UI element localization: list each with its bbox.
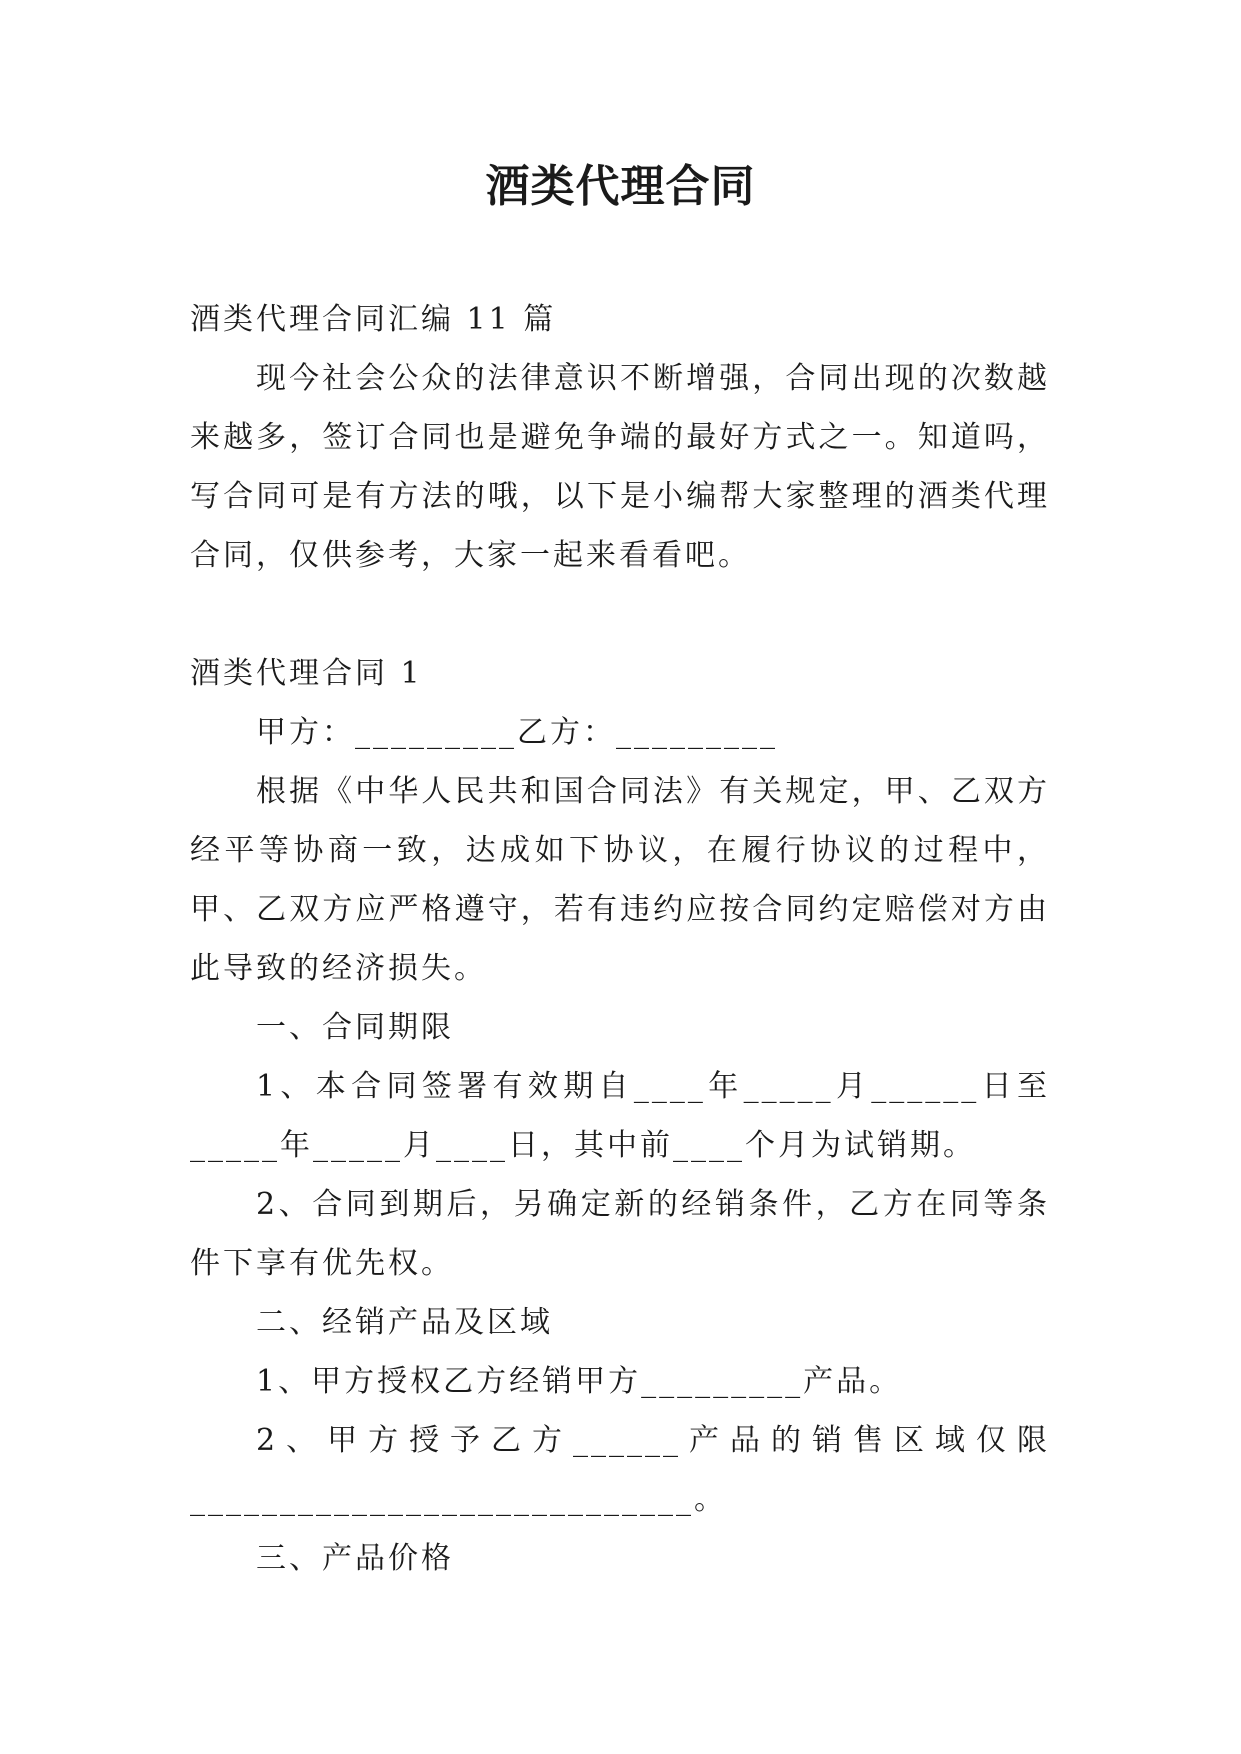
- spacer: [190, 585, 1050, 644]
- clause-term-2: 2、合同到期后，另确定新的经销条件，乙方在同等条件下享有优先权。: [190, 1187, 1050, 1281]
- document-body: [190, 290, 1050, 1588]
- document-title: 酒类代理合同: [485, 161, 756, 212]
- clause-products-2-blank: ____________________________。: [190, 1482, 727, 1517]
- preamble-paragraph: 根据《中华人民共和国合同法》有关规定，甲、乙双方经平等协商一致，达成如下协议，在履行协议的过程中，甲、乙双方应严格遵守，若有违约应按合同约定赔偿对方由此导致的经济损失。: [190, 774, 1050, 986]
- section-heading-products: 二、经销产品及区域: [256, 1305, 553, 1340]
- collection-heading: 酒类代理合同汇编 11 篇: [190, 302, 557, 337]
- parties-line: 甲方：_________乙方：_________: [256, 715, 778, 750]
- section-heading-term: 一、合同期限: [256, 1010, 454, 1045]
- intro-paragraph: 现今社会公众的法律意识不断增强，合同出现的次数越来越多，签订合同也是避免争端的最好方式之一。知道吗，写合同可是有方法的哦，以下是小编帮大家整理的酒类代理合同，仅供参考，大家一起来看看吧。: [190, 361, 1050, 573]
- clause-products-2: 2、甲方授予乙方______产品的销售区域仅限: [256, 1423, 1050, 1458]
- clause-products-1: 1、甲方授权乙方经销甲方_________产品。: [256, 1364, 903, 1399]
- section-heading-price: 三、产品价格: [256, 1541, 454, 1576]
- clause-term-1: 1、本合同签署有效期自____年_____月______日至_____年_____月____日，其中前____个月为试销期。: [190, 1069, 1050, 1163]
- contract-heading: 酒类代理合同 1: [190, 656, 423, 691]
